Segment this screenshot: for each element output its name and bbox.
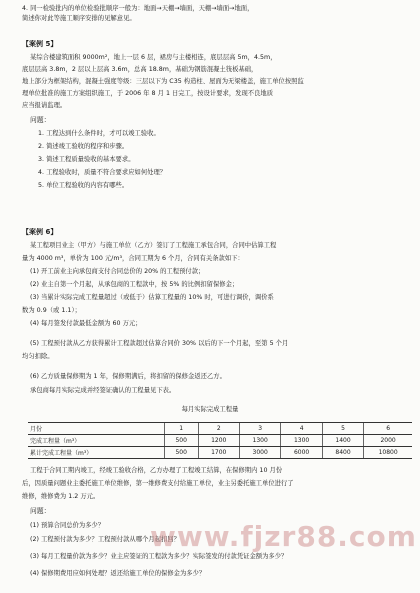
table-cell: 3 xyxy=(239,423,280,435)
table-cell: 6000 xyxy=(281,447,322,459)
table-row-label: 累计完成工程量（m³） xyxy=(28,447,164,459)
case6-para-line: 承包商每月实际完成并经签证确认的工程量见下表。 xyxy=(30,387,176,394)
table-cell: 3000 xyxy=(239,447,280,459)
case6-title: 【案例 6】 xyxy=(22,228,58,236)
case6-para-line: (1) 开工前业主向承包商支付合同总价的 20% 的工程预付款； xyxy=(30,268,205,275)
table-cell: 1200 xyxy=(198,435,239,447)
table-cell: 500 xyxy=(164,435,198,447)
table-row-label: 完成工程量（m³） xyxy=(28,435,164,447)
case6-question: (4) 保修期费用应如何处理？返还给施工单位的保修金为多少？ xyxy=(30,570,206,577)
table-cell: 1300 xyxy=(239,435,280,447)
case6-para-line: (2) 业主自第一个月起，从承包商的工程款中，按 5% 的比例扣留保修金； xyxy=(30,281,239,288)
table-header-label: 月份 xyxy=(28,423,164,435)
case6-question: (1) 预算合同总价为多少？ xyxy=(30,522,105,529)
case5-question: 5. 单位工程验收的内容有哪些。 xyxy=(38,182,129,189)
case5-question: 4. 工程验收时，质量不符合要求应如何处理？ xyxy=(38,169,167,176)
intro-question-4: 4. 同一检验批内的单位检验批顺序一般为：地面→天棚→墙面，天棚→墙面→地面， xyxy=(22,5,254,12)
table-cell: 6 xyxy=(364,423,412,435)
case5-para-line: 地上部分为框架结构，混凝土强度等级：三层以下为 C35 构造柱、屋面为无梁楼盖，施工单位按照监 xyxy=(22,78,304,85)
case6-para2-line: 工程于合同工期内竣工，经竣工验收合格，乙方办理了工程竣工结算，在保修期内 10 月份 xyxy=(30,467,283,474)
case5-question: 2. 简述竣工验收的程序和步骤。 xyxy=(38,143,129,150)
case6-para-line: 某工程项目业主（甲方）与施工单位（乙方）签订了工程施工承包合同，合同中估算工程 xyxy=(30,242,277,249)
table-cell: 8400 xyxy=(322,447,363,459)
table-cell: 10800 xyxy=(364,447,412,459)
case6-para-line: 均匀扣除。 xyxy=(22,353,54,360)
case6-question: (3) 每月工程量价款为多少？业主应签证的工程款为多少？实际签发的付款凭证金额为多少？ xyxy=(30,553,288,560)
table-cell: 4 xyxy=(281,423,322,435)
table-row xyxy=(28,435,412,447)
case6-question: (2) 工程预付款为多少？工程预付款从哪个月起扣回？ xyxy=(30,536,180,543)
case6-questions-title: 问题： xyxy=(30,507,51,515)
case5-para-line: 底层层高 3.8m，2 层以上层高 3.6m，总高 18.8m，基础为钢筋混凝土筏板基础， xyxy=(22,66,258,73)
case6-para2-line: 后，因质量问题业主委托施工单位维修，第一维修费支付给施工单位，业主另委托施工单位进行了 xyxy=(22,480,294,487)
case5-questions-title: 问题： xyxy=(30,116,51,124)
table-cell: 5 xyxy=(322,423,363,435)
table-cell: 1700 xyxy=(198,447,239,459)
case6-para2-line: 维修，维修费为 1.2 万元。 xyxy=(22,493,100,500)
case6-para-line: (4) 每月签发付款最低金额为 60 万元； xyxy=(30,320,142,327)
table-cell: 1 xyxy=(164,423,198,435)
table-cell: 1400 xyxy=(322,435,363,447)
case5-para-line: 理单位批准的施工方案组织施工，于 2006 年 8 月 1 日完工，按设计要求，发现不良地质 xyxy=(22,90,274,97)
case6-para-line: 数为 0.9（或 1.1）； xyxy=(22,307,81,314)
case6-para-line: (5) 工程预付款从乙方获得累计工程款超过估算合同价 30% 以后的下一个月起，至第 5 个月 xyxy=(30,340,289,347)
monthly-quantity-table xyxy=(28,422,412,459)
table-row xyxy=(28,423,412,435)
table-cell: 500 xyxy=(164,447,198,459)
case5-para-line: 某综合楼建筑面积 9000m²，地上一层 6 层，裙房与主楼相连，底层层高 5m，4.5m， xyxy=(30,54,277,61)
intro-question-4-cont: 简述你对此等施工顺序安排的见解意见。 xyxy=(22,15,136,22)
case5-question: 1. 工程达到什么条件时，才可以竣工验收。 xyxy=(38,130,160,137)
table-title: 每月实际完成工程量 xyxy=(181,406,239,413)
case5-title: 【案例 5】 xyxy=(22,40,58,48)
table-cell: 2 xyxy=(198,423,239,435)
case6-para-line: (3) 当累计实际完成工程量超过（或低于）估算工程量的 10% 时，可进行调价，调价系 xyxy=(30,294,274,301)
table-row xyxy=(28,447,412,459)
case5-para-line: 应当报请监理。 xyxy=(22,102,67,109)
case5-question: 3. 简述工程质量验收的基本要求。 xyxy=(38,156,135,163)
case6-para-line: 量为 4000 m³，单价为 100 元/m³，合同工期为 6 个月，合同有关条款如下： xyxy=(22,255,244,262)
table-cell: 2000 xyxy=(364,435,412,447)
table-cell: 1300 xyxy=(281,435,322,447)
site-watermark: www.fjzr88.com xyxy=(150,520,417,553)
case6-para-line: (6) 乙方质量保修期为 1 年，保修期满后，将扣留的保修金返还乙方。 xyxy=(30,373,226,380)
